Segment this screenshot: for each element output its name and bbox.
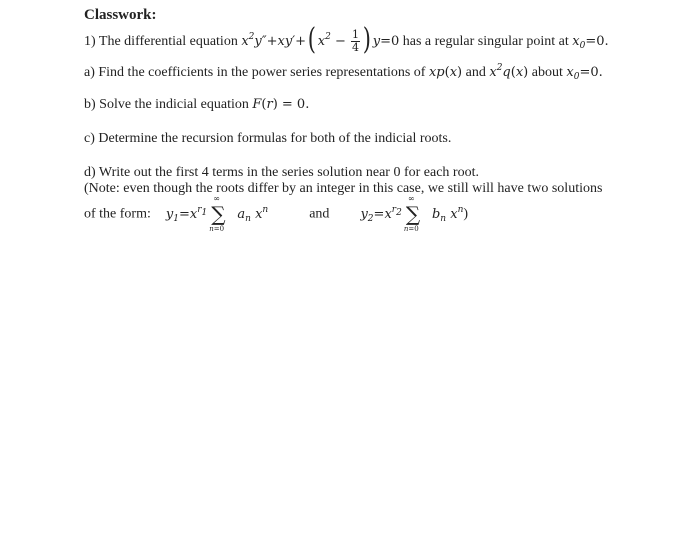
question-1-prefix: 1) The differential equation: [84, 34, 238, 49]
question-d-line-2: (Note: even though the roots differ by an integer in this case, we still will have two solutions: [84, 181, 603, 196]
expr-x2qx: $x^2q(x)$: [489, 63, 529, 80]
indicial-equation: F(r) = 0.: [252, 97, 310, 112]
form-closing: ): [463, 206, 469, 222]
question-c: c) Determine the recursion formulas for both of the indicial roots.: [84, 131, 452, 146]
question-a-prefix: a) Find the coefficients in the power series representations of: [84, 65, 426, 80]
about-x0: $x_0=0$.: [566, 65, 603, 82]
page-title: Classwork:: [84, 7, 157, 23]
expr-xpx: xp(x): [428, 65, 463, 80]
question-d-line-1: d) Write out the first 4 terms in the series solution near 0 for each root.: [84, 165, 479, 180]
question-1-suffix: has a regular singular point at: [402, 34, 569, 49]
question-a-and: and: [465, 65, 486, 80]
series-y2: $y_2=x^{r_2}$ ∞ ∑ n=0 $b_n$ $x^n$: [360, 194, 464, 233]
form-label: of the form:: [84, 206, 151, 222]
question-b-prefix: b) Solve the indicial equation: [84, 97, 249, 112]
series-y1: $y_1=x^{r_1}$ ∞ ∑ n=0 $a_n$ $x^n$: [165, 194, 269, 233]
question-b: [84, 97, 309, 113]
form-and: and: [309, 206, 330, 222]
question-1: [84, 21, 609, 57]
question-a-suffix: about: [531, 65, 563, 80]
question-a: [84, 65, 603, 81]
question-d-form: [84, 194, 469, 233]
differential-equation: $x^2y''+xy'+$( $x^2$ − $\frac{1}{4}$ ) y=0: [241, 21, 400, 57]
point-x0: $x_0=0$.: [572, 34, 609, 51]
